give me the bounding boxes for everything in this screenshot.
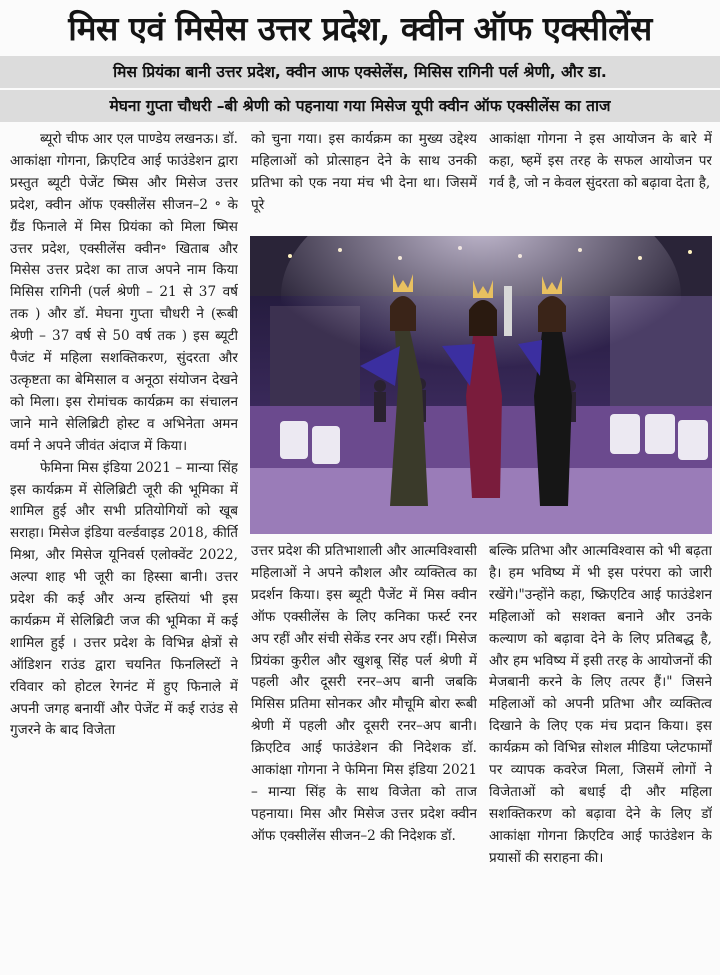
article-column-3-bottom <box>489 541 712 971</box>
article-column-2-bottom <box>251 541 477 971</box>
subheadline-line-2: मेघना गुप्ता चौधरी –बी श्रेणी को पहनाया गया मिसेज यूपी क्वीन ऑफ एक्सीलेंस का ताज <box>0 90 720 122</box>
article-column-2-top <box>251 129 477 229</box>
column-3-bottom-text: बल्कि प्रतिभा और आत्मविश्वास को भी बढ़ता है। हम भविष्य में भी इस परंपरा को जारी रखेंगे।"उन्होंने कहा, ष्क्रिएटिव आई फाउंडेशन महिलाओं को सशक्त बनाने और उनके कल्याण को बढ़ावा देने के लिए प्रतिबद्ध है, और हम भविष्य में इसी तरह के आयोजनों की मेजबानी करने के लिए तत्पर हैं।" जिसने महिलाओं को अपनी प्रतिभा और व्यक्तित्व दिखाने के लिए एक मंच प्रदान किया। इस कार्यक्रम को विभिन्न सोशल मीडिया प्लेटफार्मों पर व्यापक कवरेज मिला, जिसमें लोगों ने विजेताओं को बधाई दी और महिला सशक्तिकरण को बढ़ावा देने के लिए डॉ आकांक्षा गोगना क्रिएटिव आई फाउंडेशन के प्रयासों की सराहना की। <box>489 543 712 866</box>
column-3-top-text: आकांक्षा गोगना ने इस आयोजन के बारे में कहा, ष्हमें इस तरह के सफल आयोजन पर गर्व है, जो न केवल सुंदरता को बढ़ावा देता है, <box>489 131 712 191</box>
event-photo <box>250 236 712 534</box>
column-2-bottom-text: उत्तर प्रदेश की प्रतिभाशाली और आत्मविश्वासी महिलाओं ने अपने कौशल और व्यक्तित्व का प्रदर्शन किया। इस ब्यूटी पैजेंट में मिस क्वीन ऑफ एक्सीलेंस के लिए कनिका फर्स्ट रनर अप रहीं और संची सेकेंड रनर अप रहीं। मिसेज प्रियंका कुरील और खुशबू सिंह पर्ल श्रेणी में पहली और दूसरी रनर–अप बानी जबकि मिसिस प्रतिमा सोनकर और मौचूमि बोरा रूबी श्रेणी में पहली और दूसरी रनर–अप बानी। क्रिएटिव आई फाउंडेशन की निदेशक डॉ. आकांक्षा गोगना ने फेमिना मिस इंडिया 2021 – मान्या सिंह के साथ विजेता को ताज पहनाया। मिस और मिसेज उत्तर प्रदेश क्वीन ऑफ एक्सीलेंस सीजन–2 की निदेशक डॉ. <box>251 543 477 844</box>
column-1-paragraph-2: फेमिना मिस इंडिया 2021 – मान्या सिंह इस कार्यक्रम में सेलिब्रिटी जूरी की भूमिका में शामिल हुई और सभी प्रतियोगियों को खूब सराहा। मिसेज इंडिया वर्ल्डवाइड 2018, कीर्ति मिश्रा, और मिसेज यूनिवर्स एलोक्वेंट 2022, अल्पा शाह भी जूरी का हिस्सा बानी। उत्तर प्रदेश की कई और अन्य हस्तियां भी इस कार्यक्रम में सेलिब्रिटी जज की भूमिका में कई शामिल हुई । उत्तर प्रदेश के विभिन्न क्षेत्रों से ऑडिशन राउंड द्वारा चयनित फिनलिस्टों ने रविवार को होटल रेगनंट में हुए फिनाले में अपनी जगह बनायीं और पेजेंट में कई राउंड से गुजरने के बाद विजेता <box>10 459 238 739</box>
headline: मिस एवं मिसेस उत्तर प्रदेश, क्वीन ऑफ एक्सीलेंस <box>68 9 652 48</box>
event-stage-photo-icon <box>250 236 712 534</box>
subheadline-line-1: मिस प्रियंका बानी उत्तर प्रदेश, क्वीन आफ एक्सेलेंस, मिसिस रागिनी पर्ल श्रेणी, और डा. <box>0 56 720 88</box>
column-2-top-text: को चुना गया। इस कार्यक्रम का मुख्य उद्देश्य महिलाओं को प्रोत्साहन देने के साथ उनकी प्रतिभा को एक नया मंच भी देना था। जिसमें पूरे <box>251 131 477 213</box>
column-1-paragraph-1: ब्यूरो चीफ आर एल पाण्डेय लखनऊ। डॉ. आकांक्षा गोगना, क्रिएटिव आई फाउंडेशन द्वारा प्रस्तुत ब्यूटी पेजेंट ष्मिस और मिसेज उत्तर प्रदेश, क्वीन ऑफ एक्सीलेंस सीजन–2 ॰ के ग्रैंड फिनाले में मिस प्रियंका को मिला ष्मिस उत्तर प्रदेश, एक्सीलेंस क्वीन॰ खिताब और मिसेस उत्तर प्रदेश का ताज अपने नाम किया मिसिस रागिनी (पर्ल श्रेणी – 21 से 37 वर्ष तक ) और डॉ. मेघना गुप्ता चौधरी ने (रूबी श्रेणी – 37 वर्ष से 50 वर्ष तक ) इस ब्यूटी पैजंट में महिला सशक्तिकरण, सुंदरता और उत्कृष्टता का बेमिसाल व अनूठा संयोजन देखने को मिला। इस रोमांचक कार्यक्रम का संचालन जाने माने सेलिब्रिटी होस्ट व अभिनेता अमन वर्मा ने अपने जीवंत अंदाज में किया। <box>10 131 238 454</box>
article-column-3-top <box>489 129 712 229</box>
article-column-1 <box>10 129 238 971</box>
